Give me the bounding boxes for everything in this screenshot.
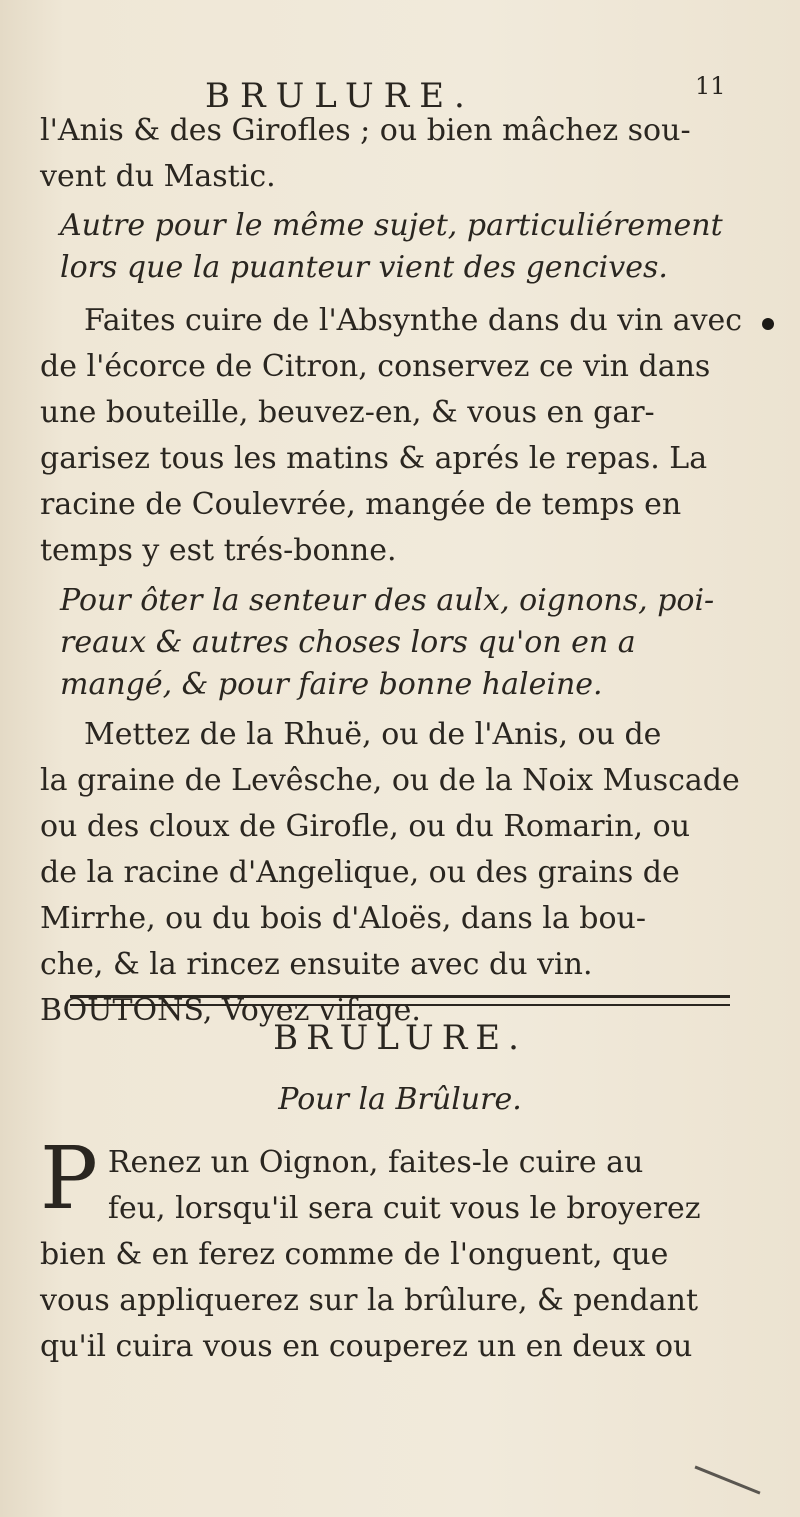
continued-paragraph bbox=[40, 108, 760, 200]
text-line: qu'il cuira vous en couperez un en deux ou bbox=[40, 1329, 693, 1364]
ink-dot-mark bbox=[762, 318, 774, 330]
text-line: de la racine d'Angelique, ou des grains de bbox=[40, 855, 680, 890]
recipe-paragraph-breath bbox=[40, 712, 760, 1034]
section-divider-rule bbox=[70, 995, 730, 1006]
text-line: vous appliquerez sur la brûlure, & pendant bbox=[40, 1283, 699, 1318]
recipe-heading-breath bbox=[40, 580, 800, 706]
heading-line: lors que la puanteur vient des gencives. bbox=[60, 250, 668, 285]
text-line: une bouteille, beuvez-en, & vous en gar- bbox=[40, 395, 655, 430]
section-title: BRULURE. bbox=[273, 1018, 527, 1058]
recipe-heading-gums bbox=[40, 205, 800, 289]
page-number: 11 bbox=[695, 72, 726, 100]
text-line: vent du Mastic. bbox=[40, 159, 276, 194]
recipe-paragraph-absinthe bbox=[40, 298, 760, 574]
text-line: l'Anis & des Girofles ; ou bien mâchez sou- bbox=[40, 113, 691, 148]
heading-line: reaux & autres choses lors qu'on en a bbox=[60, 625, 636, 660]
text-line: de l'écorce de Citron, conservez ce vin dans bbox=[40, 349, 711, 384]
cross-reference: BOUTONS, Voyez vifage. bbox=[40, 993, 421, 1028]
text-line: temps y est trés-bonne. bbox=[40, 533, 397, 568]
recipe-paragraph-burn bbox=[40, 1129, 760, 1370]
running-head bbox=[0, 68, 800, 116]
text-line: Mettez de la Rhuë, ou de l'Anis, ou de bbox=[84, 717, 662, 752]
heading-line: Pour ôter la senteur des aulx, oignons, poi- bbox=[60, 583, 715, 618]
text-line: Mirrhe, ou du bois d'Aloës, dans la bou- bbox=[40, 901, 646, 936]
text-line: la graine de Levêsche, ou de la Noix Muscade bbox=[40, 763, 740, 798]
text-line: garisez tous les matins & aprés le repas. La bbox=[40, 441, 708, 476]
ink-stroke-mark bbox=[694, 1428, 775, 1494]
heading-line: mangé, & pour faire bonne haleine. bbox=[60, 667, 603, 702]
heading-line: Autre pour le même sujet, particuliérement bbox=[60, 208, 723, 243]
text-line: bien & en ferez comme de l'onguent, que bbox=[40, 1237, 669, 1272]
running-head-title: BRULURE. bbox=[205, 76, 475, 116]
text-line: feu, lorsqu'il sera cuit vous le broyerez bbox=[107, 1191, 701, 1226]
text-line: racine de Coulevrée, mangée de temps en bbox=[40, 487, 682, 522]
text-line: ou des cloux de Girofle, ou du Romarin, ou bbox=[40, 809, 691, 844]
text-line: Faites cuire de l'Absynthe dans du vin avec bbox=[84, 303, 743, 338]
section-subtitle: Pour la Brûlure. bbox=[278, 1082, 522, 1117]
drop-cap-letter: P bbox=[40, 1129, 98, 1229]
text-line: che, & la rincez ensuite avec du vin. bbox=[40, 947, 593, 982]
text-line: Renez un Oignon, faites-le cuire au bbox=[107, 1145, 644, 1180]
